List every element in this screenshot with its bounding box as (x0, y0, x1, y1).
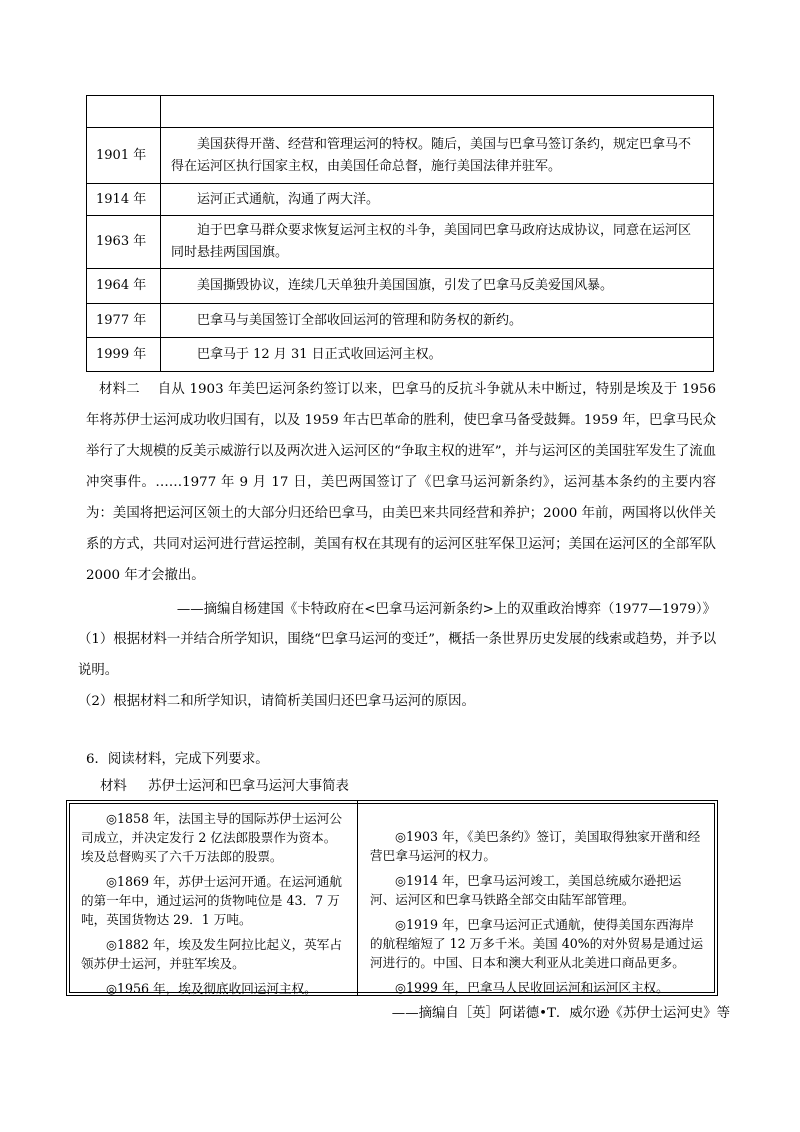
table-row (87, 128, 714, 184)
panama-column (370, 827, 706, 1003)
table-row (87, 96, 714, 128)
list-item: ◎1914 年，巴拿马运河竣工，美国总统威尔逊把运河、运河区和巴拿马铁路全部交由陆军部管理。 (370, 873, 682, 907)
table-row (87, 269, 714, 304)
problem-6-heading: 6．阅读材料，完成下列要求。 (86, 752, 269, 767)
event-cell: 运河正式通航，沟通了两大洋。 (161, 184, 714, 216)
list-item: ◎1882 年，埃及发生阿拉比起义，英军占领苏伊士运河，并驻军埃及。 (81, 937, 342, 971)
table-row (87, 184, 714, 216)
list-item: ◎1919 年，巴拿马运河正式通航，使得美国东西海岸的航程缩短了 12 万多千米。美国 40%的对外贸易是通过运河进行的。中国、日本和澳大利亚从北美进口商品更多。 (370, 917, 704, 970)
event-cell (161, 96, 714, 128)
material-two-source: ——摘编自杨建国《卡特政府在<巴拿马运河新条约>上的双重政治博弈（1977—1979）》 (176, 602, 716, 617)
material-two-paragraph (86, 374, 716, 591)
year-cell: 1901 年 (87, 128, 161, 184)
material-title: 苏伊士运河和巴拿马运河大事简表 (148, 779, 349, 794)
event-cell: 巴拿马与美国签订全部收回运河的管理和防务权的新约。 (161, 304, 714, 338)
event-cell: 巴拿马于 12 月 31 日正式收回运河主权。 (161, 338, 714, 372)
question-1: （1）根据材料一并结合所学知识，围绕“巴拿马运河的变迁”，概括一条世界历史发展的线索或趋势，并予以说明。 (78, 632, 717, 678)
year-cell: 1977 年 (87, 304, 161, 338)
column-divider (357, 801, 358, 995)
question-2: （2）根据材料二和所学知识，请简析美国归还巴拿马运河的原因。 (78, 694, 475, 709)
table-row (87, 216, 714, 269)
year-cell: 1999 年 (87, 338, 161, 372)
list-item: ◎1956 年，埃及彻底收回运河主权。 (106, 981, 317, 996)
material-title-line (100, 777, 349, 797)
material-label: 材料 (100, 779, 127, 794)
material-two-label: 材料二 (99, 382, 140, 397)
table-row (87, 338, 714, 372)
problem-6-source: ——摘编自［英］阿诺德•T．威尔逊《苏伊士运河史》等 (391, 1006, 730, 1021)
event-cell: 迫于巴拿马群众要求恢复运河主权的斗争，美国同巴拿马政府达成协议，同意在运河区同时悬挂两国国旗。 (161, 216, 714, 269)
canal-events-table (66, 800, 718, 996)
panama-canal-timeline-table (86, 95, 714, 372)
year-cell: 1963 年 (87, 216, 161, 269)
list-item: ◎1999 年，巴拿马人民收回运河和运河区主权。 (395, 980, 669, 995)
material-two-text: 自从 1903 年美巴运河条约签订以来，巴拿马的反抗斗争就从未中断过，特别是埃及于 1956 年将苏伊士运河成功收归国有，以及 1959 年古巴革命的胜利，使巴拿马备受鼓舞。1959 年，巴拿马民众举行了大规模的反美示威游行以及两次进入运河区的“争取主权的进军”，并与运河区的美国驻军发生了流血冲突事件。……1977 年 9 月 17 日，美巴两国签订了《巴拿马运河新条约》，运河基本条约的主要内容为：美国将把运河区领土的大部分归还给巴拿马，由美巴来共同经营和养护；2000 年前，两国将以伙伴关系的方式，共同对运河进行营运控制，美国有权在其现有的运河区驻军保卫运河；美国在运河区的全部军队 2000 年才会撤出。 (86, 382, 716, 583)
year-cell: 1964 年 (87, 269, 161, 304)
event-cell: 美国获得开凿、经营和管理运河的特权。随后，美国与巴拿马签订条约，规定巴拿马不得在运河区执行国家主权，由美国任命总督，施行美国法律并驻军。 (161, 128, 714, 184)
suez-column (81, 809, 347, 1004)
list-item: ◎1858 年，法国主导的国际苏伊士运河公司成立，并决定发行 2 亿法郎股票作为资本。埃及总督购买了六千万法郎的股票。 (81, 811, 342, 864)
table-row (87, 304, 714, 338)
list-item: ◎1903 年，《美巴条约》签订，美国取得独家开凿和经营巴拿马运河的权力。 (370, 829, 701, 863)
year-cell (87, 96, 161, 128)
event-cell: 美国撕毁协议，连续几天单独升美国国旗，引发了巴拿马反美爱国风暴。 (161, 269, 714, 304)
year-cell: 1914 年 (87, 184, 161, 216)
list-item: ◎1869 年，苏伊士运河开通。在运河通航的第一年中，通过运河的货物吨位是 43．7 万吨，英国货物达 29．1 万吨。 (81, 874, 342, 927)
